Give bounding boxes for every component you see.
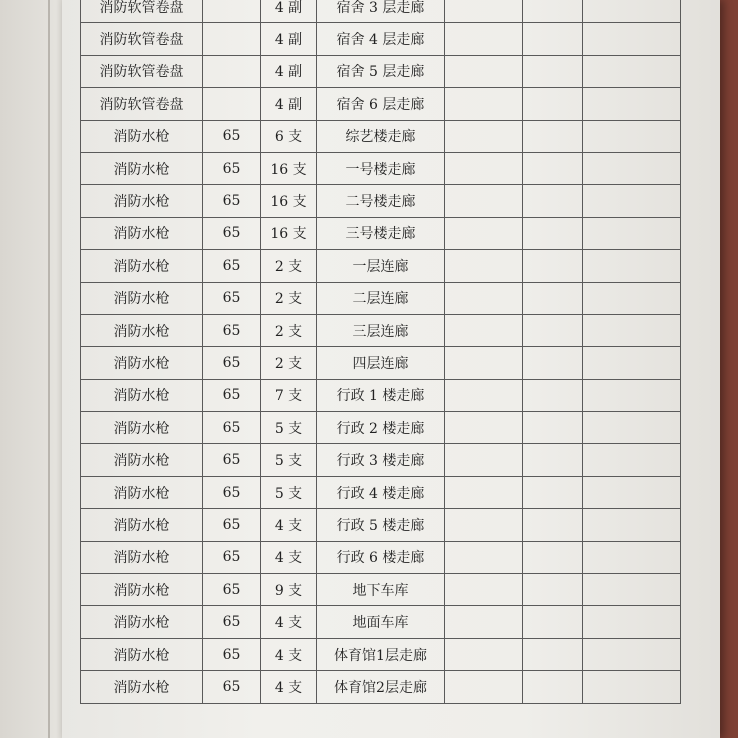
- item-name-cell: 消防水枪: [81, 152, 203, 184]
- empty-cell: [523, 379, 583, 411]
- item-name-cell: 消防水枪: [81, 217, 203, 249]
- size-cell: 65: [203, 444, 261, 476]
- size-cell: 65: [203, 152, 261, 184]
- table-row: [81, 217, 681, 249]
- empty-cell: [523, 282, 583, 314]
- size-cell: [203, 88, 261, 120]
- location-cell: 三层连廊: [317, 314, 445, 346]
- empty-cell: [583, 509, 681, 541]
- table-row: [81, 120, 681, 152]
- empty-cell: [523, 574, 583, 606]
- item-name-cell: 消防水枪: [81, 379, 203, 411]
- table-row: [81, 476, 681, 508]
- underlying-page-edge: [0, 0, 70, 738]
- quantity-cell: 16 支: [261, 217, 317, 249]
- size-cell: 65: [203, 574, 261, 606]
- size-cell: 65: [203, 638, 261, 670]
- location-cell: 四层连廊: [317, 347, 445, 379]
- size-cell: [203, 55, 261, 87]
- empty-cell: [445, 0, 523, 23]
- empty-cell: [445, 574, 523, 606]
- empty-cell: [445, 638, 523, 670]
- size-cell: 65: [203, 314, 261, 346]
- size-cell: 65: [203, 412, 261, 444]
- location-cell: 行政 5 楼走廊: [317, 509, 445, 541]
- item-name-cell: 消防水枪: [81, 185, 203, 217]
- empty-cell: [523, 0, 583, 23]
- empty-cell: [523, 476, 583, 508]
- empty-cell: [445, 185, 523, 217]
- location-cell: 宿舍 5 层走廊: [317, 55, 445, 87]
- empty-cell: [583, 476, 681, 508]
- empty-cell: [523, 314, 583, 346]
- empty-cell: [523, 55, 583, 87]
- empty-cell: [445, 88, 523, 120]
- location-cell: 二层连廊: [317, 282, 445, 314]
- quantity-cell: 16 支: [261, 152, 317, 184]
- item-name-cell: 消防水枪: [81, 347, 203, 379]
- item-name-cell: 消防水枪: [81, 412, 203, 444]
- table-row: [81, 606, 681, 638]
- location-cell: 宿舍 4 层走廊: [317, 23, 445, 55]
- empty-cell: [583, 541, 681, 573]
- item-name-cell: 消防水枪: [81, 120, 203, 152]
- item-name-cell: 消防水枪: [81, 250, 203, 282]
- quantity-cell: 16 支: [261, 185, 317, 217]
- empty-cell: [523, 638, 583, 670]
- item-name-cell: 消防软管卷盘: [81, 55, 203, 87]
- fire-equipment-table: [80, 0, 681, 704]
- table-row: [81, 379, 681, 411]
- size-cell: [203, 23, 261, 55]
- empty-cell: [523, 412, 583, 444]
- empty-cell: [445, 282, 523, 314]
- empty-cell: [445, 509, 523, 541]
- empty-cell: [583, 412, 681, 444]
- table-row: [81, 541, 681, 573]
- table-row: [81, 55, 681, 87]
- table-row: [81, 282, 681, 314]
- size-cell: 65: [203, 606, 261, 638]
- empty-cell: [523, 152, 583, 184]
- size-cell: 65: [203, 476, 261, 508]
- empty-cell: [445, 217, 523, 249]
- item-name-cell: 消防水枪: [81, 444, 203, 476]
- table-row: [81, 347, 681, 379]
- quantity-cell: 7 支: [261, 379, 317, 411]
- empty-cell: [523, 541, 583, 573]
- quantity-cell: 4 支: [261, 541, 317, 573]
- quantity-cell: 4 副: [261, 23, 317, 55]
- quantity-cell: 4 副: [261, 0, 317, 23]
- item-name-cell: 消防水枪: [81, 574, 203, 606]
- empty-cell: [583, 379, 681, 411]
- empty-cell: [445, 476, 523, 508]
- location-cell: 体育馆1层走廊: [317, 638, 445, 670]
- empty-cell: [445, 541, 523, 573]
- empty-cell: [583, 88, 681, 120]
- quantity-cell: 5 支: [261, 444, 317, 476]
- table-row: [81, 152, 681, 184]
- item-name-cell: 消防水枪: [81, 476, 203, 508]
- empty-cell: [445, 23, 523, 55]
- item-name-cell: 消防水枪: [81, 541, 203, 573]
- empty-cell: [523, 217, 583, 249]
- table-body: [81, 0, 681, 703]
- table-row: [81, 0, 681, 23]
- item-name-cell: 消防软管卷盘: [81, 23, 203, 55]
- size-cell: 65: [203, 185, 261, 217]
- table-row: [81, 638, 681, 670]
- empty-cell: [445, 347, 523, 379]
- location-cell: 行政 1 楼走廊: [317, 379, 445, 411]
- empty-cell: [445, 120, 523, 152]
- quantity-cell: 4 副: [261, 55, 317, 87]
- empty-cell: [523, 250, 583, 282]
- empty-cell: [583, 671, 681, 703]
- table-row: [81, 412, 681, 444]
- quantity-cell: 2 支: [261, 250, 317, 282]
- quantity-cell: 2 支: [261, 282, 317, 314]
- quantity-cell: 4 副: [261, 88, 317, 120]
- location-cell: 三号楼走廊: [317, 217, 445, 249]
- size-cell: 65: [203, 282, 261, 314]
- location-cell: 行政 6 楼走廊: [317, 541, 445, 573]
- location-cell: 宿舍 3 层走廊: [317, 0, 445, 23]
- empty-cell: [583, 347, 681, 379]
- location-cell: 地面车库: [317, 606, 445, 638]
- quantity-cell: 4 支: [261, 509, 317, 541]
- page-edge-shadow: [48, 0, 50, 738]
- table-row: [81, 88, 681, 120]
- item-name-cell: 消防水枪: [81, 638, 203, 670]
- empty-cell: [445, 55, 523, 87]
- empty-cell: [445, 444, 523, 476]
- item-name-cell: 消防水枪: [81, 606, 203, 638]
- empty-cell: [583, 185, 681, 217]
- empty-cell: [445, 250, 523, 282]
- empty-cell: [583, 574, 681, 606]
- quantity-cell: 6 支: [261, 120, 317, 152]
- quantity-cell: 5 支: [261, 412, 317, 444]
- quantity-cell: 5 支: [261, 476, 317, 508]
- equipment-table-wrapper: [80, 0, 680, 704]
- empty-cell: [583, 55, 681, 87]
- size-cell: 65: [203, 347, 261, 379]
- quantity-cell: 2 支: [261, 314, 317, 346]
- empty-cell: [583, 120, 681, 152]
- empty-cell: [523, 88, 583, 120]
- empty-cell: [445, 412, 523, 444]
- quantity-cell: 4 支: [261, 638, 317, 670]
- size-cell: 65: [203, 541, 261, 573]
- table-row: [81, 185, 681, 217]
- size-cell: 65: [203, 120, 261, 152]
- location-cell: 行政 3 楼走廊: [317, 444, 445, 476]
- size-cell: 65: [203, 250, 261, 282]
- empty-cell: [523, 444, 583, 476]
- size-cell: 65: [203, 509, 261, 541]
- size-cell: [203, 0, 261, 23]
- empty-cell: [523, 606, 583, 638]
- location-cell: 体育馆2层走廊: [317, 671, 445, 703]
- empty-cell: [583, 638, 681, 670]
- empty-cell: [583, 250, 681, 282]
- empty-cell: [523, 509, 583, 541]
- table-row: [81, 250, 681, 282]
- item-name-cell: 消防软管卷盘: [81, 0, 203, 23]
- empty-cell: [445, 379, 523, 411]
- item-name-cell: 消防水枪: [81, 314, 203, 346]
- empty-cell: [583, 444, 681, 476]
- empty-cell: [583, 282, 681, 314]
- empty-cell: [523, 671, 583, 703]
- empty-cell: [445, 606, 523, 638]
- size-cell: 65: [203, 217, 261, 249]
- empty-cell: [523, 185, 583, 217]
- empty-cell: [583, 606, 681, 638]
- empty-cell: [523, 120, 583, 152]
- location-cell: 二号楼走廊: [317, 185, 445, 217]
- location-cell: 行政 2 楼走廊: [317, 412, 445, 444]
- table-row: [81, 509, 681, 541]
- item-name-cell: 消防水枪: [81, 671, 203, 703]
- location-cell: 综艺楼走廊: [317, 120, 445, 152]
- size-cell: 65: [203, 671, 261, 703]
- quantity-cell: 9 支: [261, 574, 317, 606]
- empty-cell: [445, 314, 523, 346]
- quantity-cell: 4 支: [261, 606, 317, 638]
- empty-cell: [523, 347, 583, 379]
- empty-cell: [583, 217, 681, 249]
- empty-cell: [583, 23, 681, 55]
- location-cell: 行政 4 楼走廊: [317, 476, 445, 508]
- table-row: [81, 574, 681, 606]
- table-row: [81, 671, 681, 703]
- quantity-cell: 4 支: [261, 671, 317, 703]
- empty-cell: [583, 0, 681, 23]
- item-name-cell: 消防软管卷盘: [81, 88, 203, 120]
- location-cell: 一层连廊: [317, 250, 445, 282]
- empty-cell: [445, 152, 523, 184]
- location-cell: 宿舍 6 层走廊: [317, 88, 445, 120]
- quantity-cell: 2 支: [261, 347, 317, 379]
- location-cell: 一号楼走廊: [317, 152, 445, 184]
- table-row: [81, 444, 681, 476]
- item-name-cell: 消防水枪: [81, 282, 203, 314]
- table-row: [81, 314, 681, 346]
- empty-cell: [445, 671, 523, 703]
- item-name-cell: 消防水枪: [81, 509, 203, 541]
- location-cell: 地下车库: [317, 574, 445, 606]
- table-row: [81, 23, 681, 55]
- empty-cell: [583, 314, 681, 346]
- size-cell: 65: [203, 379, 261, 411]
- empty-cell: [583, 152, 681, 184]
- empty-cell: [523, 23, 583, 55]
